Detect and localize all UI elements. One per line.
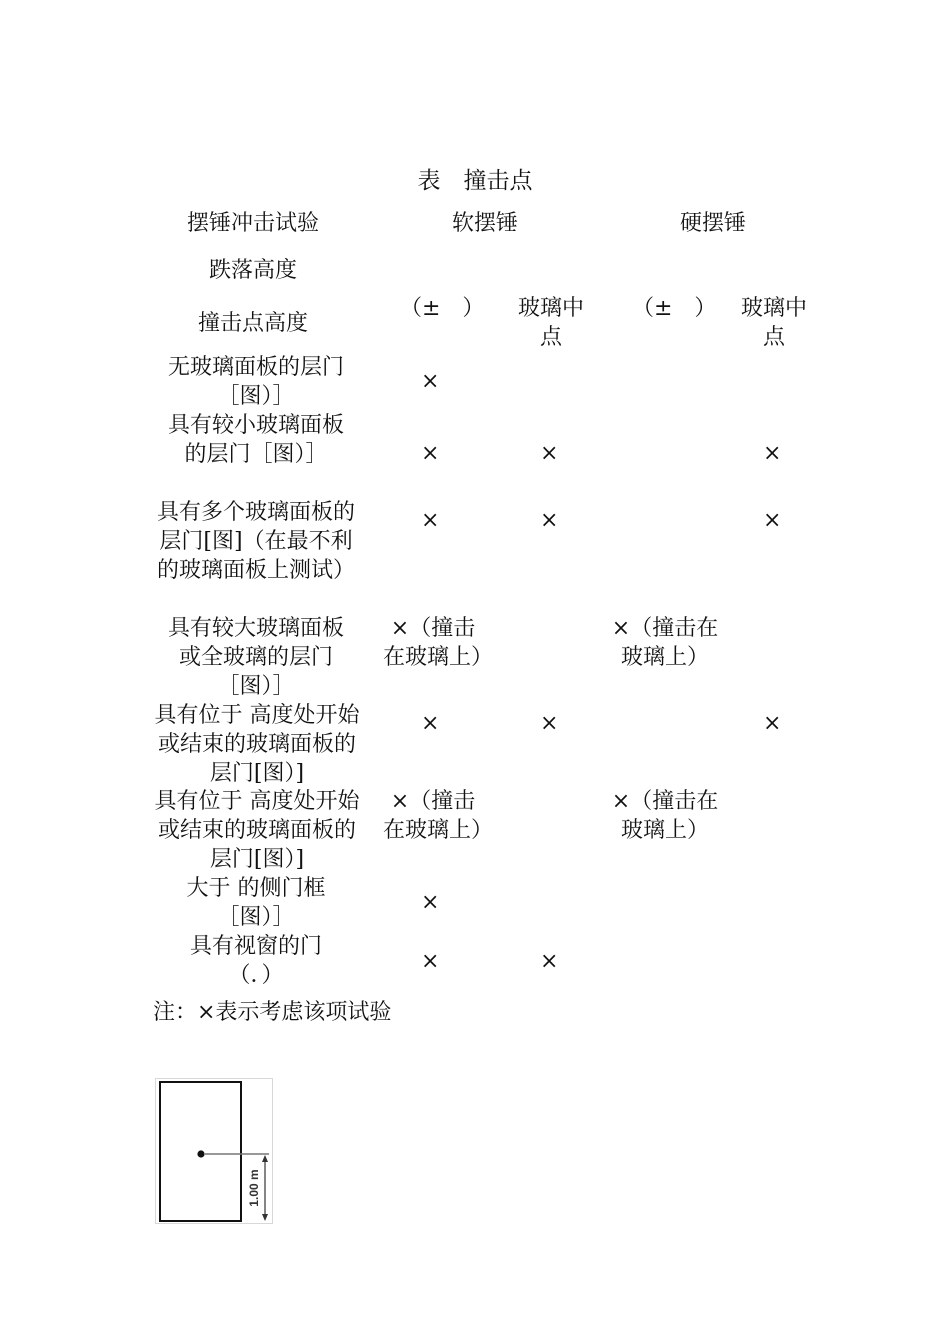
hard-midpoint-mark: × [763,508,782,533]
soft-tolerance-mark: × [421,369,440,394]
hard-midpoint-mark: × [763,711,782,736]
table-title: 表 撞击点 [417,168,533,194]
door-diagram-svg [155,1078,273,1224]
header-hard-pendulum: 硬摆锤 [680,211,747,236]
row-label: 具有多个玻璃面板的层门[图]（在最不利的玻璃面板上测试） [156,500,355,583]
soft-tolerance-mark: × [421,508,440,533]
row-label: 大于 的侧门框［图）］ [186,876,326,930]
impact-point [197,1150,204,1157]
soft-tolerance-mark: ×（撞击在玻璃上） [383,789,494,843]
soft-midpoint-mark: × [540,441,559,466]
soft-tolerance-mark: × [421,711,440,736]
hard-tolerance-mark: ×（撞击在玻璃上） [611,616,719,670]
soft-tolerance-mark: ×（撞击在玻璃上） [383,616,494,670]
soft-tolerance-mark: × [421,890,440,915]
header-soft-glass-midpoint: 玻璃中点 [517,296,584,350]
header-soft-tolerance: （± ） [400,296,485,321]
door-impact-diagram [155,1078,273,1224]
row-label: 具有位于 高度处开始或结束的玻璃面板的层门[图）] [154,789,360,872]
header-drop-height: 跌落高度 [209,258,298,283]
row-label: 无玻璃面板的层门［图）］ [167,355,344,409]
soft-midpoint-mark: × [540,711,559,736]
header-soft-pendulum: 软摆锤 [452,211,519,236]
soft-midpoint-mark: × [540,949,559,974]
row-label: 具有较大玻璃面板或全玻璃的层门［图）］ [167,616,344,699]
header-impact-height: 撞击点高度 [198,311,309,336]
header-hard-glass-midpoint: 玻璃中点 [740,296,807,350]
row-label: 具有较小玻璃面板的层门［图）］ [167,413,344,467]
header-hard-tolerance: （± ） [632,296,717,321]
soft-tolerance-mark: × [421,949,440,974]
soft-tolerance-mark: × [421,441,440,466]
row-label: 具有视窗的门（．） [189,934,322,988]
soft-midpoint-mark: × [540,508,559,533]
header-pendulum-test: 摆锤冲击试验 [187,211,320,236]
table-note: 注：×表示考虑该项试验 [153,1000,392,1025]
hard-tolerance-mark: ×（撞击在玻璃上） [611,789,719,843]
dimension-label: 1.00 m [247,1169,261,1207]
row-label: 具有位于 高度处开始或结束的玻璃面板的层门[图）] [154,703,360,786]
hard-midpoint-mark: × [763,441,782,466]
